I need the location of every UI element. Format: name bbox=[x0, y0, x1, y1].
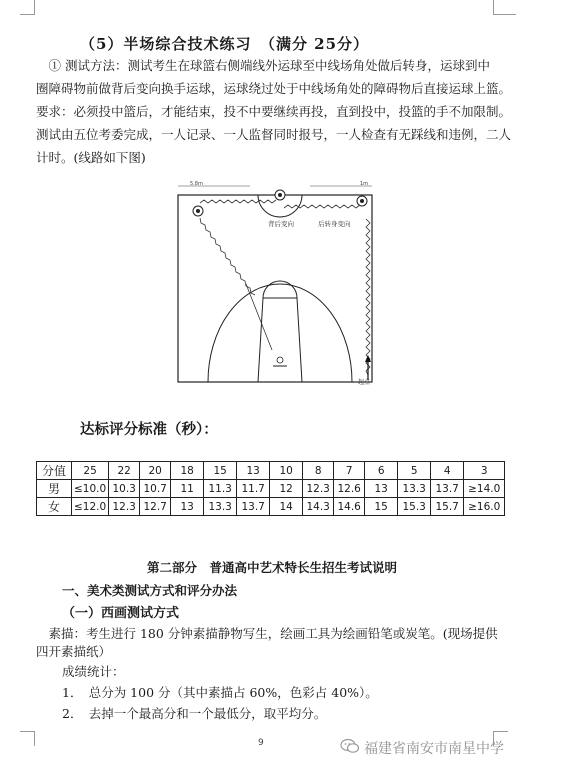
three-point-arc bbox=[208, 284, 352, 382]
obstacle-marker-left bbox=[193, 206, 203, 216]
table-cell: 13 bbox=[365, 480, 398, 498]
dribble-path-top-left bbox=[200, 200, 276, 203]
table-cell: 14 bbox=[270, 498, 303, 516]
table-cell: 11 bbox=[171, 480, 204, 498]
table-cell: 18 bbox=[171, 462, 204, 480]
page-number: 9 bbox=[258, 738, 264, 748]
section-1-title: 一、美术类测试方式和评分办法 bbox=[62, 583, 238, 598]
wechat-icon bbox=[340, 738, 360, 758]
table-cell: ≥14.0 bbox=[464, 480, 505, 498]
obstacle-marker-right bbox=[357, 196, 367, 206]
dribble-path-diagonal bbox=[200, 218, 255, 295]
key-lane bbox=[258, 298, 302, 382]
crop-mark-top-right bbox=[493, 0, 516, 15]
table-cell: 4 bbox=[431, 462, 464, 480]
table-cell: 15.3 bbox=[398, 498, 431, 516]
table-cell: 13.7 bbox=[237, 498, 270, 516]
table-cell: 10.7 bbox=[140, 480, 171, 498]
table-cell: 3 bbox=[464, 462, 505, 480]
watermark bbox=[340, 738, 504, 758]
table-cell: 13 bbox=[237, 462, 270, 480]
standards-title: 达标评分标准（秒）： bbox=[80, 421, 218, 438]
intro-line: 圈障碍物前做背后变向换手运球，运球绕过处于中线场角处的障碍物后直接运球上篮。 bbox=[36, 81, 512, 96]
table-cell: 25 bbox=[72, 462, 109, 480]
label-back-turn: 背后变向 bbox=[268, 220, 294, 228]
section-heading: （5）半场综合技术练习 （满分 25分） bbox=[80, 35, 370, 53]
label-rear-turn: 后转身变向 bbox=[318, 220, 351, 228]
table-row bbox=[37, 498, 505, 516]
label-start: 起点 bbox=[358, 379, 371, 385]
table-cell: 13.3 bbox=[204, 498, 237, 516]
dribble-path-top bbox=[284, 205, 360, 208]
table-cell: 11.3 bbox=[204, 480, 237, 498]
table-cell: 15 bbox=[204, 462, 237, 480]
dimension-label-left: 5.8m bbox=[190, 181, 203, 187]
table-cell: 13.3 bbox=[398, 480, 431, 498]
dimension-label-right: 1m bbox=[360, 181, 369, 187]
start-arrowhead bbox=[365, 355, 371, 362]
table-cell: 男 bbox=[37, 480, 72, 498]
table-row bbox=[37, 480, 505, 498]
subsection-title: （一）西画测试方式 bbox=[62, 606, 180, 621]
table-cell: 11.7 bbox=[237, 480, 270, 498]
table-cell: 10.3 bbox=[109, 480, 140, 498]
intro-line: 计时。(线路如下图) bbox=[36, 150, 146, 165]
court-svg bbox=[160, 180, 380, 385]
grading-item: 1． 总分为 100 分（其中素描占 60%，色彩占 40%）。 bbox=[62, 685, 378, 700]
table-cell: 14.3 bbox=[303, 498, 334, 516]
table-cell: 5 bbox=[398, 462, 431, 480]
table-cell: 22 bbox=[109, 462, 140, 480]
grading-item: 2． 去掉一个最高分和一个最低分，取平均分。 bbox=[62, 706, 327, 721]
table-cell: ≤10.0 bbox=[72, 480, 109, 498]
dribble-path-right bbox=[366, 219, 370, 375]
table-cell: 12.6 bbox=[334, 480, 365, 498]
obstacle-marker-center bbox=[275, 190, 285, 200]
intro-paragraph bbox=[36, 54, 512, 169]
watermark-text: 福建省南安市南星中学 bbox=[364, 741, 504, 757]
table-cell: 8 bbox=[303, 462, 334, 480]
table-cell: 分值 bbox=[37, 462, 72, 480]
grading-title: 成绩统计： bbox=[62, 664, 125, 679]
intro-line: 测试由五位考委完成，一人记录、一人监督同时报号，一人检查有无踩线和违例，二人 bbox=[36, 127, 512, 142]
table-row bbox=[37, 462, 505, 480]
intro-line: 要求：必须投中篮后，才能结束，投不中要继续再投，直到投中，投篮的手不加限制。 bbox=[36, 104, 512, 119]
part2-title: 第二部分 普通高中艺术特长生招生考试说明 bbox=[147, 560, 398, 575]
intro-line: ① 测试方法：测试考生在球篮右侧端线外运球至中线场角处做后转身，运球到中 bbox=[36, 58, 490, 73]
table-cell: 6 bbox=[365, 462, 398, 480]
table-cell: 10 bbox=[270, 462, 303, 480]
layup-path bbox=[246, 284, 272, 350]
sketch-text-line: 四开素描纸） bbox=[36, 644, 112, 659]
table-cell: 20 bbox=[140, 462, 171, 480]
table-cell: ≥16.0 bbox=[464, 498, 505, 516]
table-cell: 14.6 bbox=[334, 498, 365, 516]
table-cell: 15.7 bbox=[431, 498, 464, 516]
table-cell: 女 bbox=[37, 498, 72, 516]
table-cell: 13 bbox=[171, 498, 204, 516]
court-diagram bbox=[160, 180, 380, 385]
table-cell: 13.7 bbox=[431, 480, 464, 498]
table-cell: 12.3 bbox=[303, 480, 334, 498]
sketch-text-line: 素描：考生进行 180 分钟素描静物写生，绘画工具为绘画铅笔或炭笔。(现场提供 bbox=[36, 626, 498, 641]
table-cell: ≤12.0 bbox=[72, 498, 109, 516]
table-cell: 7 bbox=[334, 462, 365, 480]
table-cell: 12.3 bbox=[109, 498, 140, 516]
crop-mark-bottom-left bbox=[20, 731, 35, 746]
table-cell: 12 bbox=[270, 480, 303, 498]
score-table bbox=[36, 461, 505, 516]
basket bbox=[277, 357, 283, 363]
crop-mark-top-left bbox=[20, 0, 35, 15]
table-cell: 12.7 bbox=[140, 498, 171, 516]
table-cell: 15 bbox=[365, 498, 398, 516]
